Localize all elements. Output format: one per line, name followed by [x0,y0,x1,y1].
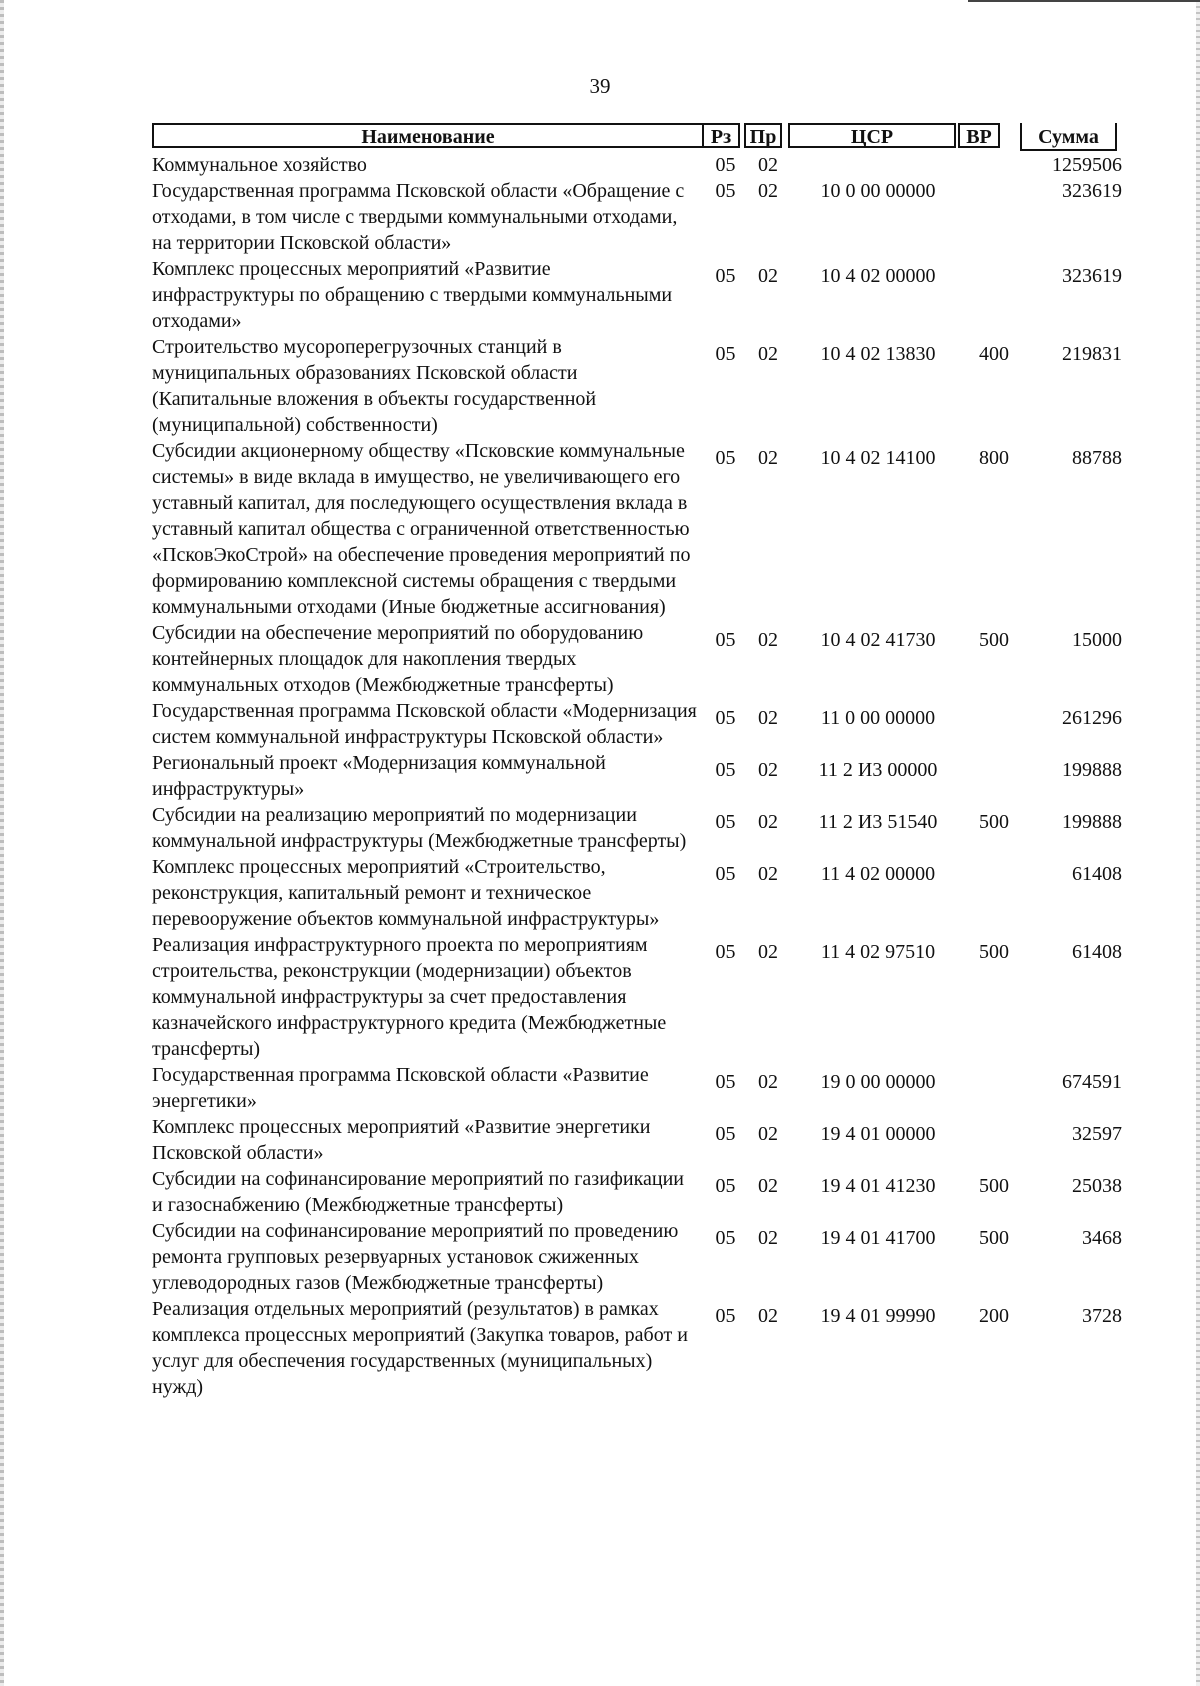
row-rz: 05 [715,265,736,287]
row-sum: 199888 [1062,759,1122,781]
row-rz: 05 [715,1175,736,1197]
header-csr-label: ЦСР [850,126,894,148]
row-vr: 400 [979,343,1009,365]
row-rz: 05 [715,811,736,833]
table-row [152,334,1122,438]
row-name: Комплекс процессных мероприятий «Развитие инфраструктуры по обращению с твердыми коммунальными отходами» [152,258,673,332]
row-pr: 02 [758,1305,778,1327]
row-sum: 219831 [1062,343,1122,365]
budget-table [152,152,1122,1400]
row-csr: 10 0 00 00000 [820,180,936,202]
header-sum [1020,123,1117,151]
row-csr: 19 4 01 00000 [820,1123,936,1145]
row-pr: 02 [758,265,778,287]
row-sum: 199888 [1062,811,1122,833]
page-number: 39 [589,74,611,98]
table-header [152,123,1117,151]
row-sum: 3468 [1082,1227,1122,1249]
row-name: Субсидии на реализацию мероприятий по модернизации коммунальной инфраструктуры (Межбюджетные трансферты) [152,804,687,852]
row-rz: 05 [715,1227,736,1249]
header-rz [704,123,740,148]
row-name: Комплекс процессных мероприятий «Строительство, реконструкция, капитальный ремонт и техническое перевооружение объектов коммунальной инфраструктуры» [152,856,660,930]
row-sum: 323619 [1062,180,1122,202]
header-name [152,123,704,148]
row-csr: 10 4 02 14100 [820,447,936,469]
row-csr: 10 4 02 41730 [820,629,936,651]
row-name: Субсидии на софинансирование мероприятий по проведению ремонта групповых резервуарных установок сжиженных углеводородных газов (Межбюджетные трансферты) [152,1220,679,1294]
table-row [152,1166,1122,1218]
row-vr [969,698,1019,750]
row-vr: 500 [979,1227,1009,1249]
table-row [152,932,1122,1062]
table-row [152,620,1122,698]
row-name: Реализация отдельных мероприятий (результатов) в рамках комплекса процессных мероприятий (Закупка товаров, работ и услуг для обеспечения государственных (муниципальных) нужд) [152,1298,688,1398]
row-vr: 500 [979,1175,1009,1197]
row-rz: 05 [715,447,736,469]
table-row [152,1218,1122,1296]
row-rz: 05 [715,941,736,963]
row-vr [969,1062,1019,1114]
row-pr: 02 [758,1175,778,1197]
row-sum: 61408 [1072,863,1122,885]
row-name: Субсидии на софинансирование мероприятий по газификации и газоснабжению (Межбюджетные трансферты) [152,1168,684,1216]
header-sum-label: Сумма [1038,126,1099,148]
table-row [152,152,1122,178]
row-name: Государственная программа Псковской области «Обращение с отходами, в том числе с твердыми коммунальными отходами, на территории Псковской области» [152,180,685,254]
row-pr: 02 [758,154,778,176]
row-name: Государственная программа Псковской области «Развитие энергетики» [152,1064,649,1112]
row-csr: 10 4 02 13830 [820,343,936,365]
header-vr [958,123,1000,148]
row-rz: 05 [715,343,736,365]
table-row [152,256,1122,334]
row-rz: 05 [715,707,736,729]
row-csr: 19 4 01 99990 [820,1305,936,1327]
row-csr [787,152,969,178]
row-csr: 11 4 02 97510 [820,941,936,963]
row-rz: 05 [715,180,736,202]
table-row [152,178,1122,256]
table-row [152,1114,1122,1166]
header-rz-label: Рз [710,126,732,148]
row-rz: 05 [715,759,736,781]
row-rz: 05 [715,1071,736,1093]
row-rz: 05 [715,863,736,885]
row-pr: 02 [758,1227,778,1249]
row-sum: 323619 [1062,265,1122,287]
row-vr: 800 [979,447,1009,469]
row-vr [969,1114,1019,1166]
row-vr: 500 [979,811,1009,833]
row-vr [969,178,1019,256]
table-row [152,698,1122,750]
table-row [152,438,1122,620]
row-csr: 11 4 02 00000 [820,863,936,885]
row-csr: 19 4 01 41700 [820,1227,936,1249]
row-pr: 02 [758,1123,778,1145]
row-vr [969,152,1019,178]
row-vr [969,750,1019,802]
row-pr: 02 [758,811,778,833]
row-pr: 02 [758,343,778,365]
row-sum: 88788 [1072,447,1122,469]
row-rz: 05 [715,629,736,651]
row-csr: 19 4 01 41230 [820,1175,936,1197]
row-pr: 02 [758,941,778,963]
row-pr: 02 [758,759,778,781]
row-csr: 11 2 И3 51540 [818,811,938,833]
row-name: Региональный проект «Модернизация коммунальной инфраструктуры» [152,752,606,800]
top-rule [968,0,1200,2]
row-name: Реализация инфраструктурного проекта по мероприятиям строительства, реконструкции (модернизации) объектов коммунальной инфраструктуры за счет предоставления казначейского инфраструктурного кредита (Межбюджетные трансферты) [152,934,667,1060]
row-rz: 05 [715,154,736,176]
row-pr: 02 [758,707,778,729]
row-pr: 02 [758,629,778,651]
row-vr: 500 [979,941,1009,963]
row-vr [969,854,1019,932]
row-sum: 3728 [1082,1305,1122,1327]
row-name: Коммунальное хозяйство [152,154,367,176]
row-name: Строительство мусороперегрузочных станций в муниципальных образованиях Псковской области (Капитальные вложения в объекты государственной (муниципальной) собственности) [152,336,597,436]
row-vr: 500 [979,629,1009,651]
table-row [152,854,1122,932]
header-csr [788,123,956,148]
header-name-label: Наименование [361,126,495,148]
row-name: Комплекс процессных мероприятий «Развитие энергетики Псковской области» [152,1116,651,1164]
row-pr: 02 [758,863,778,885]
row-csr: 10 4 02 00000 [820,265,936,287]
row-name: Субсидии на обеспечение мероприятий по оборудованию контейнерных площадок для накопления твердых коммунальных отходов (Межбюджетные трансферты) [152,622,644,696]
row-csr: 19 0 00 00000 [820,1071,936,1093]
table-row [152,750,1122,802]
row-name: Субсидии акционерному обществу «Псковские коммунальные системы» в виде вклада в имущество, не увеличивающего его уставный капитал, для последующего осуществления вклада в уставный капитал общества с ограниченной ответственностью «ПсковЭкоСтрой» на обеспечение проведения мероприятий по формированию комплексной системы обращения с твердыми коммунальными отходами (Иные бюджетные ассигнования) [152,440,691,618]
header-pr-label: Пр [749,126,777,148]
row-sum: 261296 [1062,707,1122,729]
row-pr: 02 [758,447,778,469]
row-vr [969,256,1019,334]
row-rz: 05 [715,1123,736,1145]
row-pr: 02 [758,180,778,202]
scan-right-edge [1196,0,1200,1686]
scan-left-edge [0,0,4,1686]
table-row [152,1296,1122,1400]
row-name: Государственная программа Псковской области «Модернизация систем коммунальной инфраструктуры Псковской области» [152,700,697,748]
row-sum: 32597 [1072,1123,1122,1145]
header-vr-label: ВР [966,126,992,148]
row-sum: 25038 [1072,1175,1122,1197]
row-pr: 02 [758,1071,778,1093]
row-sum: 1259506 [1052,154,1122,176]
row-csr: 11 0 00 00000 [820,707,936,729]
row-rz: 05 [715,1305,736,1327]
row-vr: 200 [979,1305,1009,1327]
table-row [152,802,1122,854]
row-sum: 61408 [1072,941,1122,963]
table-row [152,1062,1122,1114]
header-pr [744,123,782,148]
row-sum: 674591 [1062,1071,1122,1093]
row-csr: 11 2 И3 00000 [818,759,938,781]
row-sum: 15000 [1072,629,1122,651]
